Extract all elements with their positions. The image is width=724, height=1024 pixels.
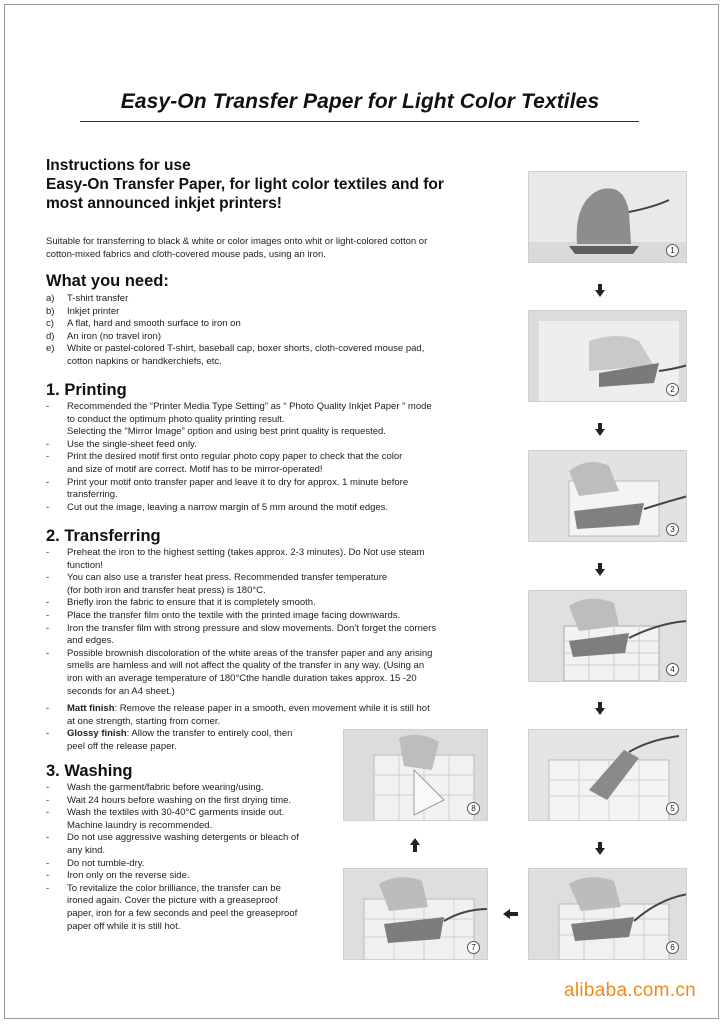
washing-text: Do not use aggressive washing detergents or bleach of [67,832,299,844]
washing-text: Do not tumble-dry. [67,857,145,869]
photo-step-1 [528,171,687,263]
washing-item [46,870,341,883]
matt-finish-text2: at one strength, starting from corner. [67,715,221,727]
ironing-sheet-image [529,730,687,821]
transferring-number: 2. [46,527,60,545]
washing-text: ironed again. Cover the picture with a greaseproof [67,895,278,907]
washing-text: Wait 24 hours before washing on the first drying time. [67,794,292,806]
washing-list [46,782,341,933]
transferring-text: Preheat the iron to the highest setting (takes approx. 2-3 minutes). Do Not use steam [67,547,425,558]
printing-text: Selecting the “Mirror Image” option and using best print quality is requested. [67,426,386,438]
transferring-text: (for both iron and transfer heat press) is 180°C. [67,584,266,596]
photo-step-4 [528,590,687,682]
transferring-list [46,547,506,698]
glossy-finish-text2: peel off the release paper. [67,740,177,752]
transferring-item [46,547,506,560]
photo-step-8 [343,729,488,821]
glossy-finish-text: : Allow the transfer to entirely cool, then [126,728,293,740]
suitable-line2: cotton-mixed fabrics and cloth-covered mouse pads, using an iron. [46,248,326,260]
photo-number-7: 7 [467,941,480,954]
photo-number-1: 1 [666,244,679,257]
transferring-text: You can also use a transfer heat press. Recommended transfer temperature [67,572,388,584]
washing-text: paper off while it is still hot. [67,920,181,932]
intro-heading-line1: Instructions for use [46,157,191,174]
needs-text: An iron (no travel iron) [67,330,161,342]
needs-list [46,293,516,369]
glossy-finish-label: Glossy finish [67,728,127,740]
arrow-down-icon [595,708,605,715]
photo-number-6: 6 [666,941,679,954]
washing-text: Iron only on the reverse side. [67,870,190,882]
printing-item [46,426,516,439]
washing-item [46,820,341,833]
transferring-text: seconds for an A4 sheet.) [67,685,175,697]
washing-item [46,895,341,908]
transferring-item [46,673,506,686]
printing-item [46,464,516,477]
washing-title: Washing [64,762,133,780]
printing-text: Use the single-sheet feed only. [67,438,197,450]
transferring-marker: - [46,609,50,621]
arrow-down-icon [595,290,605,297]
printing-item [46,439,516,452]
printing-text: to conduct the optimum photo quality printing result. [67,413,285,425]
washing-item [46,832,341,845]
transferring-text: Place the transfer film onto the textile with the printed image facing downwards. [67,609,401,621]
photo-number-5: 5 [666,802,679,815]
washing-item [46,883,341,896]
washing-item [46,782,341,795]
needs-item [46,356,516,369]
instructions-heading [46,156,516,213]
printing-text: Print the desired motif first onto regular photo copy paper to check that the color [67,451,403,463]
transferring-item [46,597,506,610]
what-you-need-heading: What you need: [46,272,169,290]
page-title: Easy-On Transfer Paper for Light Color Textiles [120,90,600,113]
arrow-down-icon [595,569,605,576]
printing-text: transferring. [67,489,118,501]
printing-marker: - [46,476,50,488]
transferring-item [46,686,506,699]
washing-item [46,921,341,934]
printing-marker: - [46,438,50,450]
printing-item [46,489,516,502]
printing-marker: - [46,401,50,412]
transferring-item [46,610,506,623]
ironing-cover-image [529,869,687,960]
washing-item [46,845,341,858]
matt-finish-label: Matt finish [67,703,115,714]
needs-text: Inkjet printer [67,305,120,317]
washing-heading [46,762,133,781]
printing-text: Print your motif onto transfer paper and leave it to dry for approx. 1 minute before [67,476,409,488]
transferring-item [46,648,506,661]
needs-marker: c) [46,318,54,330]
transferring-item [46,572,506,585]
needs-item [46,331,516,344]
ironing-transfer-image [529,451,687,542]
ironing-grid-image [529,591,687,682]
transferring-marker: - [46,547,50,558]
washing-marker: - [46,882,50,894]
needs-marker: b) [46,305,55,317]
suitable-text [46,236,516,261]
photo-number-4: 4 [666,663,679,676]
washing-text: paper, iron for a few seconds and peel the greaseproof [67,907,298,919]
printing-item [46,502,516,515]
transferring-text: Briefly iron the fabric to ensure that it is completely smooth. [67,597,316,609]
washing-marker: - [46,794,50,806]
arrow-up-icon [410,838,420,845]
transferring-text: Possible brownish discoloration of the white areas of the transfer paper and any arising [67,647,433,659]
intro-heading-line3: most announced inkjet printers! [46,195,282,212]
washing-text: Wash the textiles with 30-40°C garments inside out. [67,807,285,819]
washing-text: any kind. [67,844,106,856]
needs-marker: a) [46,293,55,304]
needs-text: cotton napkins or handkerchiefs, etc. [67,355,222,367]
printing-text: Cut out the image, leaving a narrow margin of 5 mm around the motif edges. [67,501,389,513]
needs-text: A flat, hard and smooth surface to iron on [67,318,241,330]
intro-heading-line2: Easy-On Transfer Paper, for light color textiles and for [46,176,444,193]
arrow-down-icon [595,429,605,436]
transferring-marker: - [46,572,50,584]
transferring-heading [46,527,161,546]
transferring-marker: - [46,647,50,659]
ironing-shirt-image [529,311,687,402]
arrow-down-icon [595,848,605,855]
needs-text: White or pastel-colored T-shirt, baseball cap, boxer shorts, cloth-covered mouse pad, [67,343,425,355]
needs-item [46,343,516,356]
printing-number: 1. [46,381,60,399]
suitable-line1: Suitable for transferring to black & white or color images onto whit or light-colored cotton or [46,236,428,247]
washing-marker: - [46,807,50,819]
printing-text: and size of motif are correct. Motif has to be mirror-operated! [67,463,323,475]
iron-on-table-image [529,172,687,263]
transferring-title: Transferring [64,527,161,545]
photo-step-7 [343,868,488,960]
printing-list [46,401,516,514]
photo-number-3: 3 [666,523,679,536]
needs-item [46,318,516,331]
transferring-item [46,560,506,573]
printing-title: Printing [64,381,127,399]
transferring-item [46,635,506,648]
printing-item [46,451,516,464]
transferring-item [46,660,506,673]
printing-text: Recommended the “Printer Media Type Setting” as “ Photo Quality Inkjet Paper ” mode [67,401,432,412]
transferring-text: and edges. [67,635,115,647]
washing-marker: - [46,832,50,844]
printing-item [46,414,516,427]
washing-marker: - [46,857,50,869]
transferring-marker: - [46,597,50,609]
needs-item [46,293,516,306]
printing-heading [46,381,127,400]
washing-item [46,807,341,820]
transferring-text: iron with an average temperature of 180°Cthe handle duration takes approx. 15 -20 [67,672,417,684]
washing-number: 3. [46,762,60,780]
transferring-text: smells are hamless and will not affect the quality of the transfer in any way. (Using an [67,660,425,672]
glossy-finish-item: - Glossy finish: Allow the transfer to entirely cool, then [46,728,293,740]
washing-text: To revitalize the color brilliance, the transfer can be [67,882,281,894]
printing-marker: - [46,451,50,463]
title-underline [80,121,639,122]
transferring-text: Iron the transfer film with strong pressure and slow movements. Don’t forget the corners [67,622,437,634]
needs-marker: d) [46,330,55,342]
printing-item [46,477,516,490]
watermark: alibaba.com.cn [564,980,696,1001]
matt-finish-text: : Remove the release paper in a smooth, even movement while it is still hot [114,703,430,714]
transferring-text: function! [67,559,103,571]
photo-step-2 [528,310,687,402]
needs-text: T-shirt transfer [67,293,129,304]
photo-step-5 [528,729,687,821]
photo-step-6 [528,868,687,960]
needs-marker: e) [46,343,55,355]
washing-marker: - [46,782,50,793]
photo-number-8: 8 [467,802,480,815]
washing-item [46,795,341,808]
printing-marker: - [46,501,50,513]
transferring-item [46,585,506,598]
washing-text: Machine laundry is recommended. [67,819,213,831]
needs-item [46,306,516,319]
arrow-left-icon [503,909,510,919]
printing-item [46,401,516,414]
washing-marker: - [46,870,50,882]
washing-item [46,858,341,871]
matt-finish-item: - Matt finish: Remove the release paper in a smooth, even movement while it is still hot [46,703,430,714]
transferring-item [46,623,506,636]
transferring-marker: - [46,622,50,634]
washing-item [46,908,341,921]
matt-finish-item-cont [46,716,496,729]
washing-text: Wash the garment/fabric before wearing/using. [67,782,264,793]
photo-step-3 [528,450,687,542]
photo-number-2: 2 [666,383,679,396]
